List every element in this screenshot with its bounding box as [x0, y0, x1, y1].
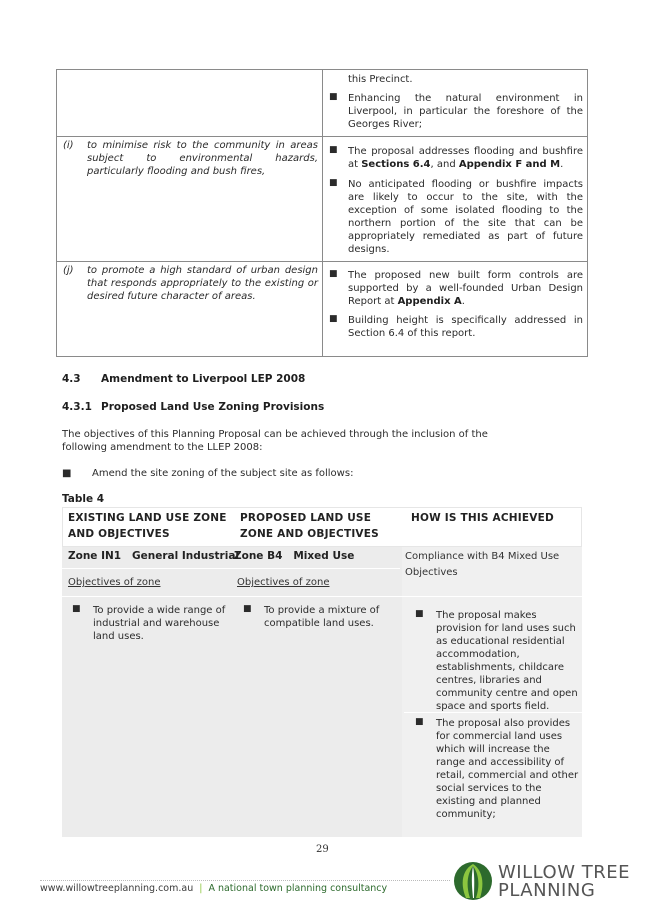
zoning-table	[62, 507, 582, 837]
header-how-achieved: HOW IS THIS ACHIEVED	[411, 512, 554, 524]
bullet-icon: ■	[243, 604, 252, 614]
bullet-icon: ■	[72, 604, 81, 614]
bullet-icon: ■	[415, 609, 424, 619]
footer-divider	[40, 880, 450, 882]
section-number: 4.3	[62, 373, 81, 385]
logo-text-line2: PLANNING	[498, 880, 596, 901]
willow-tree-logo-icon	[452, 860, 494, 902]
logo-text-line1: WILLOW TREE	[498, 862, 630, 883]
row2-list-item: ■ No anticipated flooding or bushfire impacts are likely to occur to the site, with the exception of some isolated flooding to the northern portion of the site that can be appropriately remediated as part of future designs.	[329, 178, 583, 255]
bullet-icon: ■	[329, 314, 338, 324]
table-row-divider	[57, 136, 587, 137]
body-bullet: Amend the site zoning of the subject site as follows:	[92, 468, 354, 479]
row2-list-item: ■ The proposal addresses flooding and bushfire at Sections 6.4, and Appendix F and M.	[329, 145, 583, 170]
row1-list-item: ■ Enhancing the natural environment in Liverpool, in particular the foreshore of the Georges River;	[329, 92, 583, 130]
header-proposed-zone: PROPOSED LAND USE ZONE AND OBJECTIVES	[240, 512, 379, 540]
section-title: Amendment to Liverpool LEP 2008	[101, 373, 306, 385]
page-number: 29	[316, 844, 329, 855]
proposed-objectives-label: Objectives of zone	[237, 577, 330, 588]
row1-continuation-text: this Precinct.	[348, 74, 413, 85]
existing-objective-item: ■ To provide a wide range of industrial and warehouse land uses.	[72, 604, 226, 642]
header-existing-zone: EXISTING LAND USE ZONE AND OBJECTIVES	[68, 512, 227, 540]
bullet-icon: ■	[62, 468, 72, 479]
bullet-icon: ■	[329, 145, 338, 155]
objective-j: (j) to promote a high standard of urban design that responds appropriately to the existing or desired future character of areas.	[63, 265, 318, 302]
proposed-zone-name: Zone B4 Mixed Use	[234, 550, 355, 562]
subsection-title: Proposed Land Use Zoning Provisions	[101, 401, 325, 413]
compliance-item: ■ The proposal also provides for commercial land uses which will increase the range and accessibility of retail, commercial and other social services to the existing and planned community;	[415, 717, 579, 820]
objective-i: (i) to minimise risk to the community in areas subject to environmental hazards, particularly flooding and bush fires,	[63, 140, 318, 177]
bullet-icon: ■	[329, 269, 338, 279]
footer-url[interactable]: www.willowtreeplanning.com.au	[40, 883, 194, 894]
table-caption: Table 4	[62, 493, 105, 505]
existing-objectives-label: Objectives of zone	[68, 577, 161, 588]
row-divider	[404, 712, 582, 713]
footer	[40, 883, 387, 894]
table-divider	[322, 70, 323, 356]
bullet-icon: ■	[329, 178, 338, 188]
proposed-objective-item: ■ To provide a mixture of compatible land uses.	[243, 604, 380, 629]
bullet-icon: ■	[415, 717, 424, 727]
row3-list-item: ■ The proposed new built form controls are supported by a well-founded Urban Design Report at Appendix A.	[329, 269, 583, 307]
existing-zone-name: Zone IN1 General Industrial	[68, 550, 240, 562]
body-paragraph: The objectives of this Planning Proposal can be achieved through the inclusion of the following amendment to the LLEP 2008:	[62, 429, 488, 453]
row3-list-item: ■ Building height is specifically addressed in Section 6.4 of this report.	[329, 314, 583, 339]
footer-separator: |	[199, 883, 203, 894]
bullet-icon: ■	[329, 92, 338, 102]
row-divider	[62, 596, 582, 597]
footer-tagline: A national town planning consultancy	[208, 883, 388, 894]
row-divider	[62, 568, 400, 569]
compliance-title: Compliance with B4 Mixed Use Objectives	[405, 551, 560, 578]
criteria-table	[56, 69, 588, 357]
table-row-divider	[57, 261, 587, 262]
subsection-number: 4.3.1	[62, 401, 92, 413]
compliance-item: ■ The proposal makes provision for land uses such as educational residential accommodation, establishments, childcare centres, libraries and community centre and open space and sports field.	[415, 609, 578, 712]
